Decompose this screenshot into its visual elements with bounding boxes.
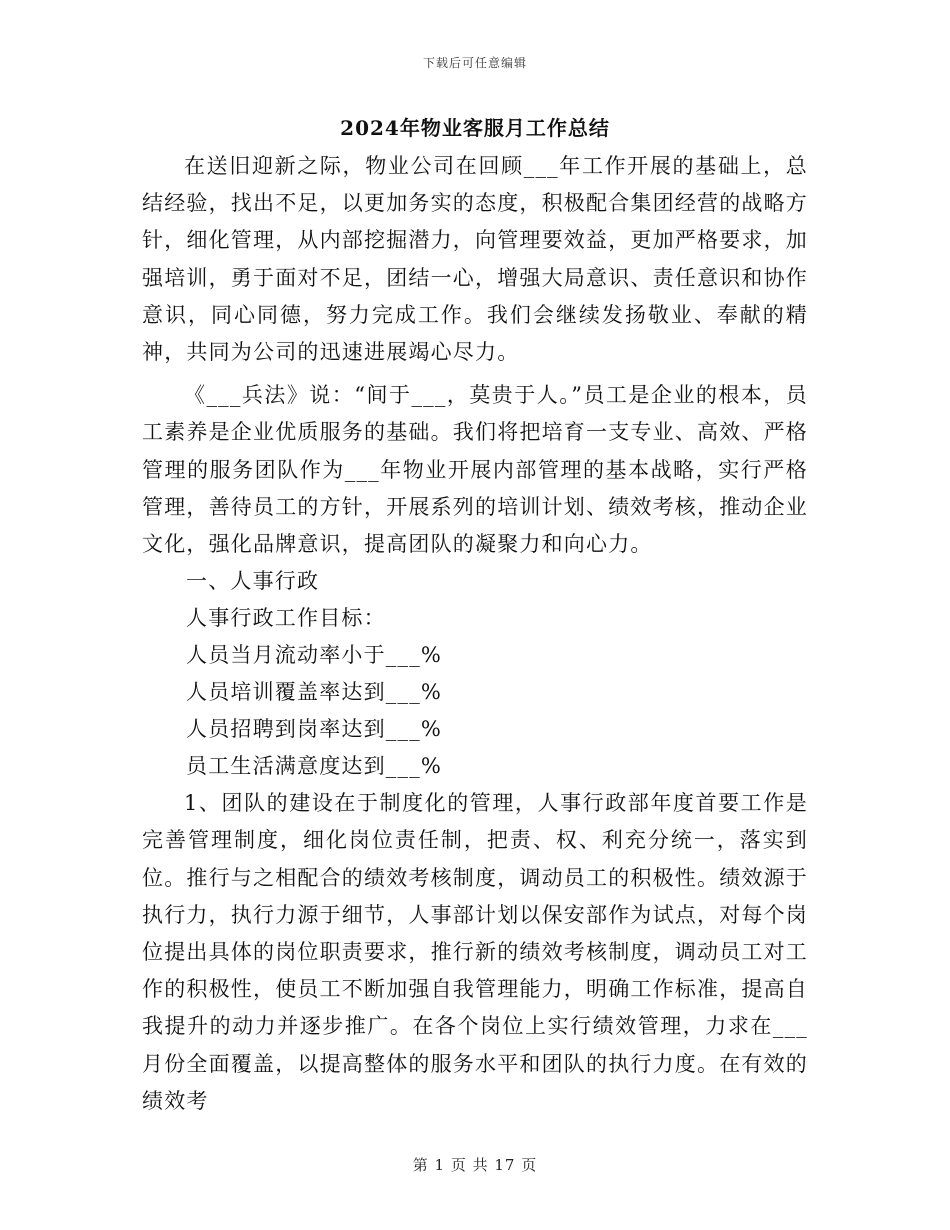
page-number: 第 1 页 共 17 页 (412, 1156, 538, 1174)
document-title: 2024年物业客服月工作总结 (340, 116, 610, 140)
paragraph-staff: 《___兵法》说：“间于___，莫贵于人。”员工是企业的根本，员工素养是企业优质服务的基础。我们将把培育一支专业、高效、严格管理的服务团队作为___年物业开展内部管理的基本战略，实行严格管理，善待员工的方针，开展系列的培训计划、绩效考核，推动企业文化，强化品牌意识，提高团队的凝聚力和向心力。 (142, 383, 808, 557)
goal-item: 人员招聘到岗率达到___% (186, 717, 443, 742)
paragraph-team-building: 1、团队的建设在于制度化的管理，人事行政部年度首要工作是完善管理制度，细化岗位责任制，把责、权、利充分统一，落实到位。推行与之相配合的绩效考核制度，调动员工的积极性。绩效源于执行力，执行力源于细节，人事部计划以保安部作为试点，对每个岗位提出具体的岗位职责要求，推行新的绩效考核制度，调动员工对工作的积极性，使员工不断加强自我管理能力，明确工作标准，提高自我提升的动力并逐步推广。在各个岗位上实行绩效管理，力求在___月份全面覆盖，以提高整体的服务水平和团队的执行力度。在有效的绩效考 (142, 791, 808, 1113)
paragraph-intro: 在送旧迎新之际，物业公司在回顾___年工作开展的基础上，总结经验，找出不足，以更加务实的态度，积极配合集团经营的战略方针，细化管理，从内部挖掘潜力，向管理要效益，更加严格要求，加强培训，勇于面对不足，团结一心，增强大局意识、责任意识和协作意识，同心同德，努力完成工作。我们会继续发扬敬业、奉献的精神，共同为公司的迅速进展竭心尽力。 (142, 154, 808, 365)
header-note: 下载后可任意编辑 (422, 56, 527, 70)
goal-item: 人员当月流动率小于___% (186, 643, 443, 668)
document-body (142, 112, 808, 1120)
section-heading: 一、人事行政 (186, 569, 320, 594)
goals-heading: 人事行政工作目标： (186, 606, 386, 631)
goal-item: 人员培训覆盖率达到___% (186, 680, 443, 705)
goal-item: 员工生活满意度达到___% (186, 754, 443, 779)
